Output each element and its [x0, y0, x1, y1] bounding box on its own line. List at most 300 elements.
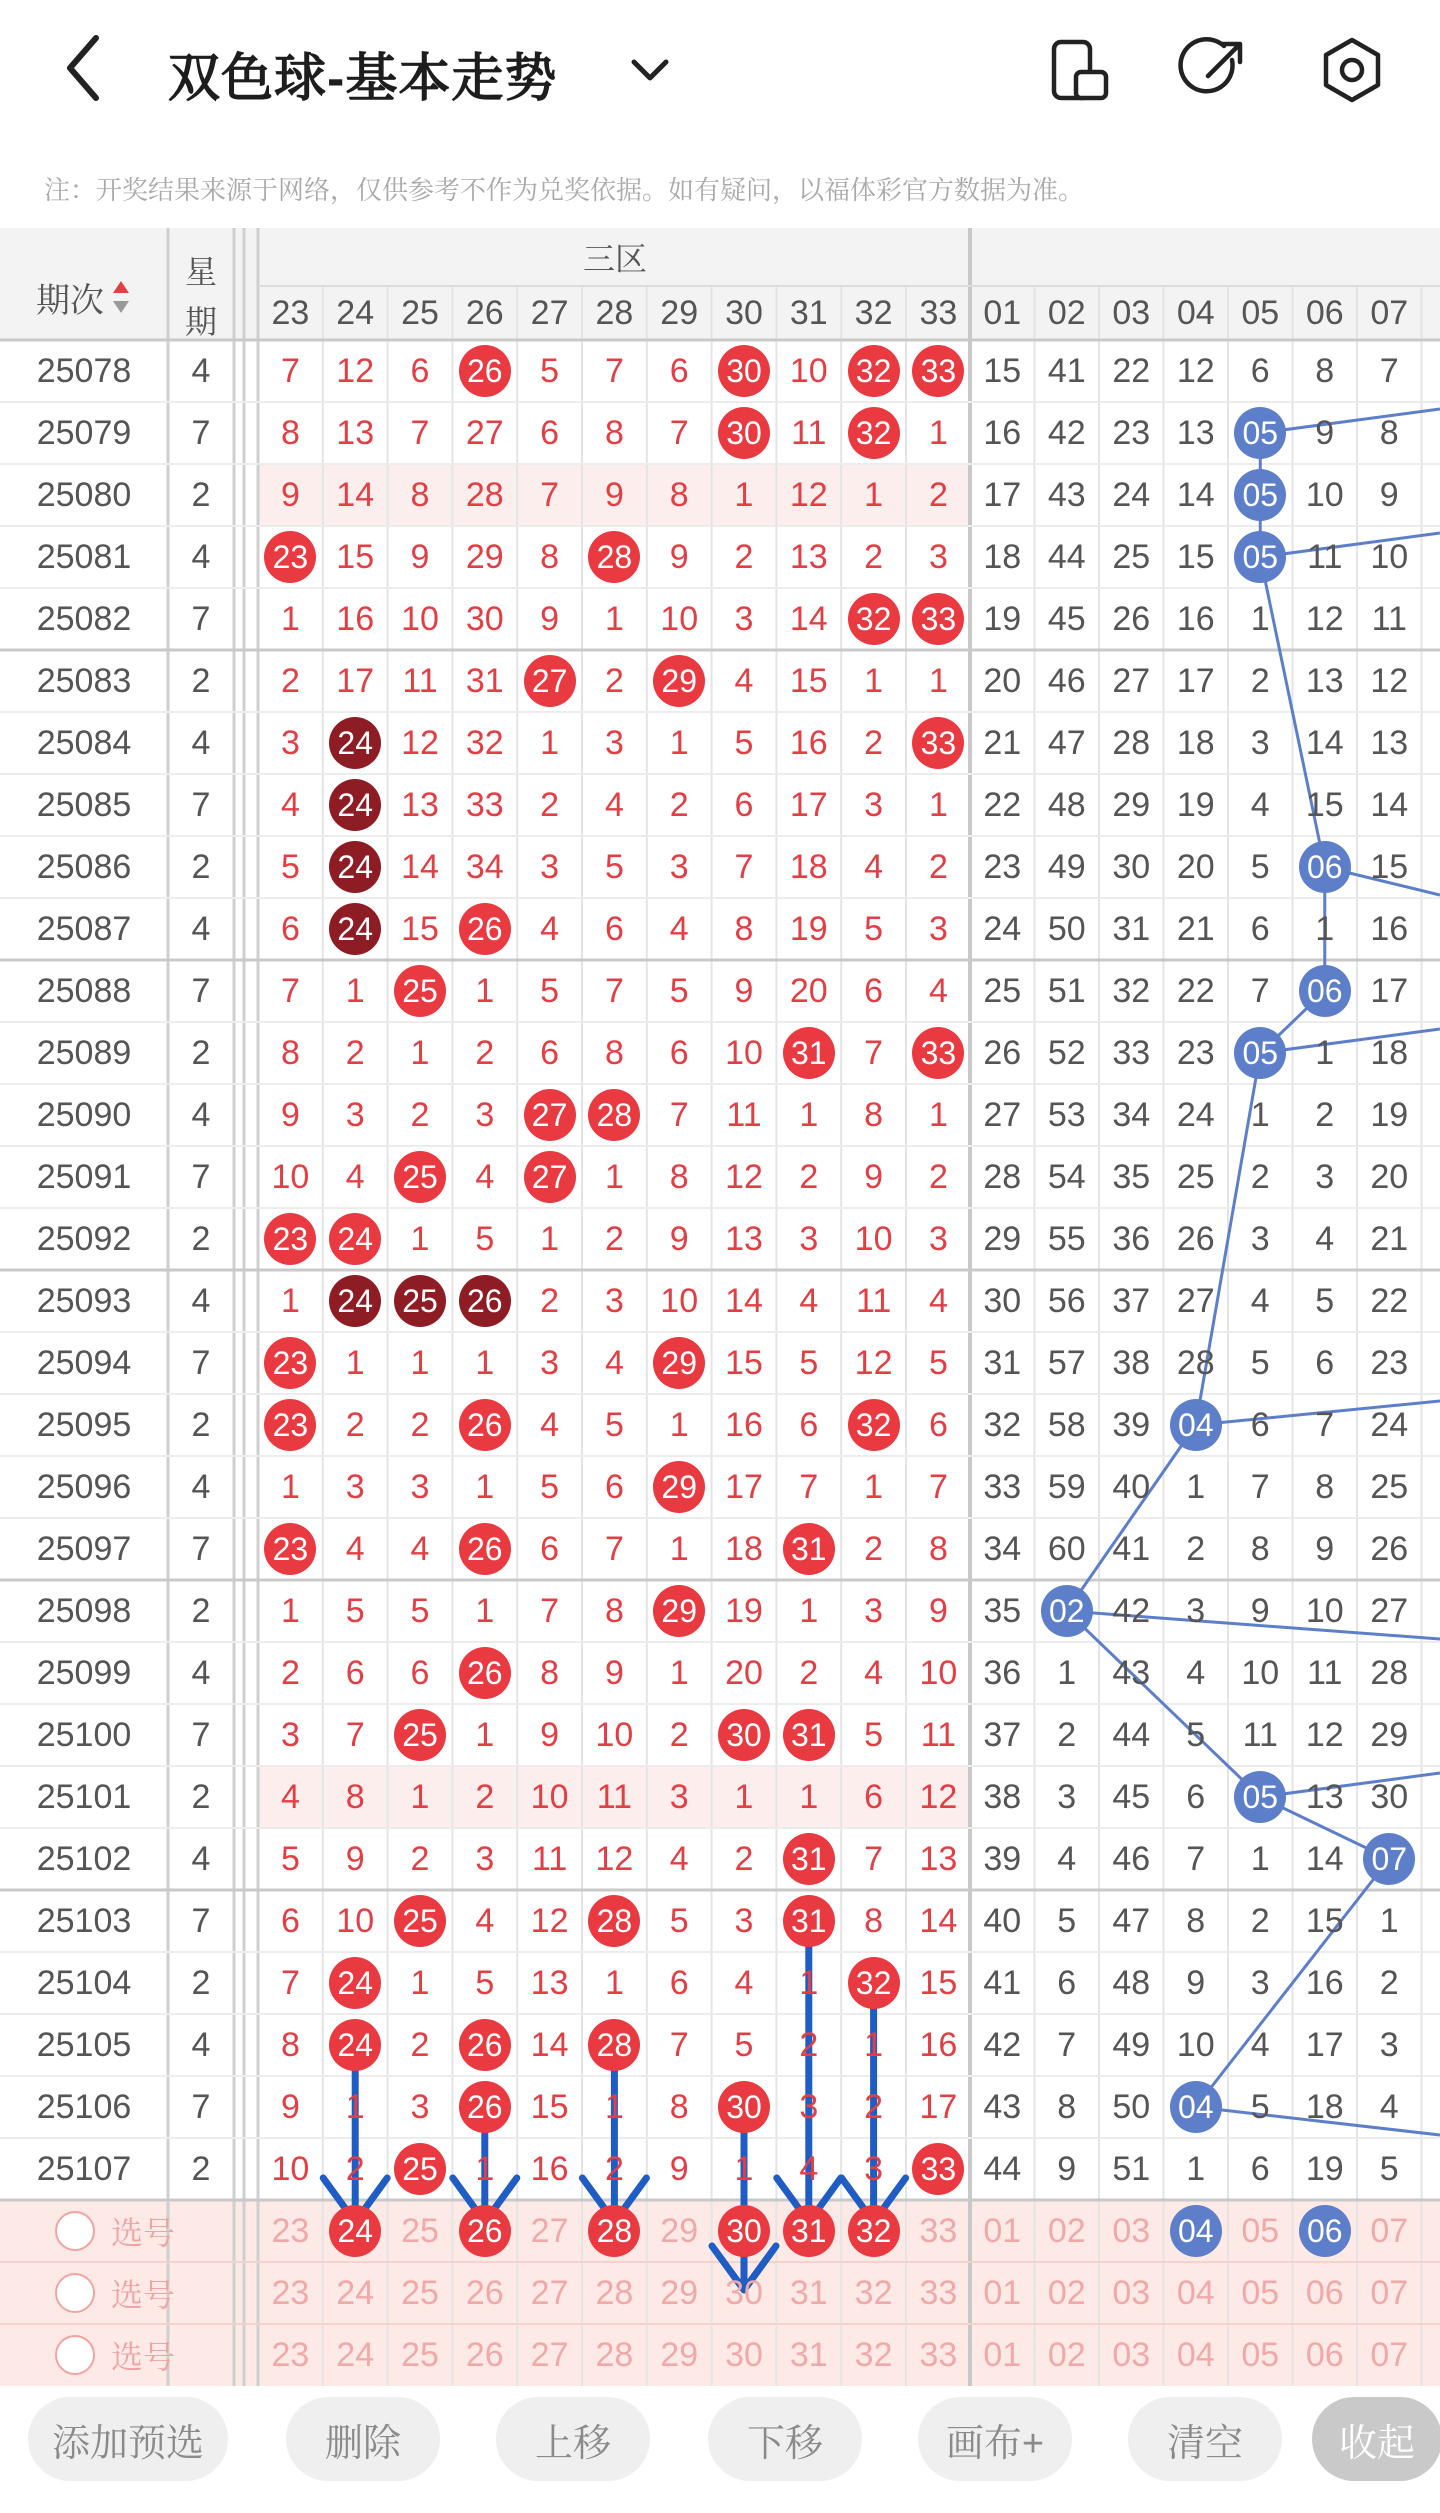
miss-count: 2	[799, 2025, 819, 2064]
blue-ball: 05	[1234, 1027, 1286, 1079]
page-title[interactable]: 双色球-基本走势	[168, 50, 558, 108]
blue-pick-number[interactable]: 06	[1305, 2273, 1344, 2312]
blue-pick-number[interactable]: 02	[1047, 2335, 1086, 2374]
miss-count: 9	[669, 2149, 689, 2188]
miss-count: 1	[799, 1963, 819, 2002]
miss-count: 14	[1305, 723, 1344, 762]
miss-count: 7	[669, 413, 689, 452]
miss-count: 4	[410, 1529, 430, 1568]
miss-count: 5	[1250, 847, 1270, 886]
miss-count: 25	[1112, 537, 1151, 576]
miss-count: 5	[540, 351, 560, 390]
miss-count: 5	[1057, 1901, 1077, 1940]
miss-count: 27	[1176, 1281, 1215, 1320]
miss-count: 36	[1112, 1219, 1151, 1258]
miss-count: 19	[983, 599, 1022, 638]
red-pick-number[interactable]: 33	[919, 2211, 958, 2250]
miss-count: 4	[928, 1281, 948, 1320]
weekday-cell: 2	[191, 475, 211, 514]
miss-count: 4	[799, 1281, 819, 1320]
miss-count: 7	[1250, 971, 1270, 1010]
miss-count: 1	[604, 2087, 624, 2126]
miss-count: 10	[401, 599, 439, 638]
miss-count: 4	[540, 1405, 560, 1444]
miss-count: 10	[660, 1281, 699, 1320]
red-ball: 24	[329, 841, 381, 893]
blue-pick-number[interactable]: 04	[1176, 2335, 1215, 2374]
miss-count: 8	[280, 1033, 300, 1072]
miss-count: 1	[669, 1653, 689, 1692]
blue-pick-number[interactable]: 03	[1112, 2211, 1151, 2250]
miss-count: 8	[1057, 2087, 1077, 2126]
title-dropdown-button[interactable]	[620, 40, 680, 100]
red-ball: 28	[588, 1895, 640, 1947]
red-pick-number[interactable]: 24	[336, 2273, 375, 2312]
period-cell: 25083	[36, 661, 132, 700]
red-pick-number[interactable]: 27	[530, 2211, 569, 2250]
period-cell: 25100	[36, 1715, 132, 1754]
miss-count: 45	[1047, 599, 1086, 638]
chevron-down-icon	[620, 40, 680, 100]
weekday-cell: 2	[191, 1219, 211, 1258]
red-pick-number[interactable]: 25	[401, 2211, 439, 2250]
miss-count: 20	[725, 1653, 763, 1692]
weekday-cell: 7	[191, 413, 211, 452]
red-pick-number[interactable]: 27	[530, 2335, 569, 2374]
settings-button[interactable]	[1312, 30, 1392, 110]
canvas-plus-button[interactable]: 画布+	[918, 2397, 1072, 2481]
miss-count: 7	[540, 475, 560, 514]
miss-count: 16	[530, 2149, 569, 2188]
red-col-header: 29	[660, 293, 699, 332]
miss-count: 43	[1047, 475, 1086, 514]
trend-table[interactable]	[0, 228, 1440, 2388]
miss-count: 1	[928, 1095, 948, 1134]
red-ball: 23	[264, 1399, 316, 1451]
red-ball: 31	[783, 1709, 835, 1761]
red-pick-number[interactable]: 23	[271, 2335, 310, 2374]
miss-count: 3	[540, 847, 560, 886]
red-pick-number[interactable]: 33	[919, 2273, 958, 2312]
red-pick-ball[interactable]: 30	[718, 2205, 770, 2257]
red-ball: 26	[459, 903, 511, 955]
red-ball: 32	[848, 1399, 900, 1451]
miss-count: 38	[983, 1777, 1022, 1816]
miss-count: 1	[345, 971, 365, 1010]
red-ball: 27	[524, 655, 576, 707]
red-ball: 27	[524, 1151, 576, 1203]
miss-count: 31	[983, 1343, 1022, 1382]
blue-pick-number[interactable]: 05	[1241, 2335, 1280, 2374]
weekday-cell: 7	[191, 1901, 211, 1940]
blue-pick-number[interactable]: 05	[1241, 2211, 1280, 2250]
blue-col-header: 02	[1047, 293, 1086, 332]
miss-count: 3	[734, 1901, 754, 1940]
red-pick-number[interactable]: 26	[465, 2335, 504, 2374]
miss-count: 11	[855, 1281, 892, 1320]
miss-count: 5	[864, 909, 884, 948]
miss-count: 3	[799, 2087, 819, 2126]
miss-count: 11	[1307, 1653, 1343, 1692]
weekday-cell: 2	[191, 847, 211, 886]
miss-count: 9	[1186, 1963, 1206, 2002]
miss-count: 2	[540, 1281, 560, 1320]
miss-count: 1	[799, 1095, 819, 1134]
miss-count: 11	[726, 1095, 762, 1134]
miss-count: 1	[1315, 1033, 1335, 1072]
red-ball: 27	[524, 1089, 576, 1141]
period-cell: 25085	[36, 785, 132, 824]
miss-count: 4	[1250, 785, 1270, 824]
radio-circle-icon	[55, 2211, 95, 2251]
miss-count: 43	[1112, 1653, 1151, 1692]
miss-count: 22	[1370, 1281, 1409, 1320]
move-down-button[interactable]: 下移	[708, 2397, 862, 2481]
red-ball: 28	[588, 1089, 640, 1141]
blue-ball: 04	[1170, 2081, 1222, 2133]
period-cell: 25104	[36, 1963, 132, 2002]
miss-count: 3	[345, 1095, 365, 1134]
period-cell: 25092	[36, 1219, 132, 1258]
weekday-cell: 2	[191, 1777, 211, 1816]
red-ball: 25	[394, 965, 446, 1017]
miss-count: 6	[410, 351, 430, 390]
miss-count: 5	[540, 971, 560, 1010]
red-col-header: 30	[725, 293, 763, 332]
period-header[interactable]: 期次	[0, 228, 168, 366]
miss-count: 8	[734, 909, 754, 948]
blue-pick-number[interactable]: 01	[983, 2273, 1022, 2312]
back-button[interactable]	[50, 28, 120, 108]
blue-pick-number[interactable]: 06	[1305, 2335, 1344, 2374]
blue-pick-ball[interactable]: 04	[1170, 2205, 1222, 2257]
red-pick-ball[interactable]: 26	[459, 2205, 511, 2257]
period-cell: 25105	[36, 2025, 132, 2064]
move-up-button[interactable]: 上移	[496, 2397, 650, 2481]
miss-count: 9	[928, 1591, 948, 1630]
miss-count: 28	[1112, 723, 1151, 762]
weekday-cell: 2	[191, 2149, 211, 2188]
miss-count: 12	[919, 1777, 958, 1816]
blue-pick-number[interactable]: 02	[1047, 2273, 1086, 2312]
share-button[interactable]	[1174, 30, 1254, 110]
miss-count: 14	[1176, 475, 1215, 514]
period-cell: 25089	[36, 1033, 132, 1072]
miss-count: 17	[1370, 971, 1409, 1010]
add-preselect-button[interactable]: 添加预选	[28, 2397, 228, 2481]
miss-count: 20	[1176, 847, 1215, 886]
blue-pick-number[interactable]: 03	[1112, 2335, 1151, 2374]
miss-count: 2	[864, 723, 884, 762]
blue-pick-number[interactable]: 07	[1370, 2273, 1409, 2312]
miss-count: 6	[540, 1529, 560, 1568]
miss-count: 4	[475, 1157, 495, 1196]
weekday-cell: 2	[191, 661, 211, 700]
miss-count: 16	[1176, 599, 1215, 638]
miss-count: 4	[345, 1529, 365, 1568]
blue-pick-number[interactable]: 07	[1370, 2211, 1409, 2250]
red-pick-number[interactable]: 31	[789, 2335, 828, 2374]
miss-count: 8	[1315, 1467, 1335, 1506]
select-row-toggle[interactable]	[55, 2265, 205, 2321]
miss-count: 12	[854, 1343, 893, 1382]
red-pick-ball[interactable]: 28	[588, 2205, 640, 2257]
miss-count: 4	[734, 1963, 754, 2002]
miss-count: 9	[734, 971, 754, 1010]
miss-count: 19	[1370, 1095, 1409, 1134]
miss-count: 7	[540, 1591, 560, 1630]
red-pick-number[interactable]: 29	[660, 2211, 699, 2250]
blue-pick-number[interactable]: 01	[983, 2211, 1022, 2250]
blue-pick-number[interactable]: 04	[1176, 2273, 1215, 2312]
miss-count: 46	[1112, 1839, 1151, 1878]
miss-count: 15	[725, 1343, 763, 1382]
red-pick-number[interactable]: 29	[660, 2335, 699, 2374]
miss-count: 40	[1112, 1467, 1151, 1506]
miss-count: 24	[1112, 475, 1151, 514]
miss-count: 3	[734, 599, 754, 638]
red-col-header: 33	[919, 293, 958, 332]
red-pick-number[interactable]: 30	[725, 2273, 763, 2312]
delete-button[interactable]: 删除	[286, 2397, 440, 2481]
miss-count: 22	[1176, 971, 1215, 1010]
red-pick-ball[interactable]: 32	[848, 2205, 900, 2257]
miss-count: 3	[1057, 1777, 1077, 1816]
red-ball: 30	[718, 407, 770, 459]
red-pick-number[interactable]: 24	[336, 2335, 375, 2374]
miss-count: 20	[1370, 1157, 1409, 1196]
miss-count: 6	[734, 785, 754, 824]
miss-count: 36	[983, 1653, 1022, 1692]
miss-count: 11	[596, 1777, 633, 1816]
miss-count: 8	[410, 475, 430, 514]
miss-count: 21	[983, 723, 1022, 762]
red-pick-number[interactable]: 27	[530, 2273, 569, 2312]
miss-count: 26	[1176, 1219, 1215, 1258]
miss-count: 24	[1370, 1405, 1409, 1444]
miss-count: 46	[1047, 661, 1086, 700]
red-col-header: 31	[789, 293, 828, 332]
miss-count: 7	[604, 971, 624, 1010]
miss-count: 11	[531, 1839, 568, 1878]
miss-count: 38	[1112, 1343, 1151, 1382]
miss-count: 27	[1112, 661, 1151, 700]
miss-count: 18	[983, 537, 1022, 576]
miss-count: 8	[864, 1095, 884, 1134]
red-ball: 25	[394, 1709, 446, 1761]
miss-count: 44	[1047, 537, 1086, 576]
miss-count: 2	[475, 1777, 495, 1816]
miss-count: 35	[1112, 1157, 1151, 1196]
miss-count: 47	[1047, 723, 1086, 762]
miss-count: 1	[1250, 1095, 1270, 1134]
weekday-cell: 4	[191, 1653, 211, 1692]
miss-count: 19	[789, 909, 828, 948]
red-pick-ball[interactable]: 24	[329, 2205, 381, 2257]
miss-count: 5	[928, 1343, 948, 1382]
weekday-cell: 2	[191, 1405, 211, 1444]
miss-count: 13	[530, 1963, 569, 2002]
miss-count: 4	[280, 785, 300, 824]
miss-count: 10	[530, 1777, 569, 1816]
red-pick-number[interactable]: 30	[725, 2335, 763, 2374]
weekday-cell: 4	[191, 537, 211, 576]
miss-count: 42	[983, 2025, 1022, 2064]
miss-count: 16	[789, 723, 828, 762]
miss-count: 11	[1371, 599, 1407, 638]
miss-count: 5	[410, 1591, 430, 1630]
miss-count: 9	[864, 1157, 884, 1196]
miss-count: 7	[799, 1467, 819, 1506]
miss-count: 26	[1112, 599, 1151, 638]
miss-count: 31	[465, 661, 504, 700]
miss-count: 12	[1370, 661, 1409, 700]
miss-count: 5	[864, 1715, 884, 1754]
miss-count: 9	[604, 475, 624, 514]
miss-count: 3	[604, 723, 624, 762]
select-row-toggle[interactable]	[55, 2327, 205, 2383]
miss-count: 39	[1112, 1405, 1151, 1444]
miss-count: 34	[983, 1529, 1022, 1568]
red-ball: 33	[912, 2143, 964, 2195]
miss-count: 3	[864, 2149, 884, 2188]
blue-pick-number[interactable]: 02	[1047, 2211, 1086, 2250]
miss-count: 8	[280, 413, 300, 452]
miss-count: 3	[669, 847, 689, 886]
miss-count: 1	[734, 475, 754, 514]
miss-count: 2	[604, 661, 624, 700]
miss-count: 28	[1370, 1653, 1409, 1692]
miss-count: 13	[919, 1839, 958, 1878]
settings-icon	[1312, 30, 1392, 110]
red-pick-number[interactable]: 28	[595, 2273, 634, 2312]
miss-count: 9	[280, 475, 300, 514]
red-pick-number[interactable]: 33	[919, 2335, 958, 2374]
red-pick-number[interactable]: 26	[465, 2273, 504, 2312]
blue-ball: 05	[1234, 531, 1286, 583]
red-pick-number[interactable]: 25	[401, 2273, 439, 2312]
miss-count: 28	[1176, 1343, 1215, 1382]
red-pick-ball[interactable]: 31	[783, 2205, 835, 2257]
blue-pick-number[interactable]: 07	[1370, 2335, 1409, 2374]
miss-count: 6	[280, 1901, 300, 1940]
miss-count: 7	[280, 351, 300, 390]
miss-count: 41	[1047, 351, 1086, 390]
miss-count: 1	[280, 1591, 300, 1630]
miss-count: 42	[1047, 413, 1086, 452]
red-pick-number[interactable]: 32	[854, 2273, 893, 2312]
red-ball: 25	[394, 1895, 446, 1947]
miss-count: 10	[789, 351, 828, 390]
red-ball: 24	[329, 1213, 381, 1265]
disclaimer-note: 注：开奖结果来源于网络，仅供参考不作为兑奖依据。如有疑问，以福体彩官方数据为准。	[44, 175, 1085, 205]
miss-count: 29	[983, 1219, 1022, 1258]
weekday-cell: 7	[191, 599, 211, 638]
clear-button[interactable]: 清空	[1128, 2397, 1282, 2481]
blue-pick-number[interactable]: 03	[1112, 2273, 1151, 2312]
miss-count: 2	[799, 1653, 819, 1692]
blue-pick-ball[interactable]: 06	[1299, 2205, 1351, 2257]
red-pick-number[interactable]: 29	[660, 2273, 699, 2312]
miss-count: 4	[1250, 2025, 1270, 2064]
miss-count: 18	[789, 847, 828, 886]
red-pick-number[interactable]: 25	[401, 2335, 439, 2374]
red-ball: 28	[588, 531, 640, 583]
miss-count: 9	[540, 599, 560, 638]
red-pick-number[interactable]: 23	[271, 2273, 310, 2312]
miss-count: 17	[1176, 661, 1215, 700]
red-ball: 30	[718, 345, 770, 397]
miss-count: 7	[604, 1529, 624, 1568]
collapse-button[interactable]: 收起	[1312, 2397, 1440, 2481]
miss-count: 23	[1370, 1343, 1409, 1382]
miss-count: 22	[983, 785, 1022, 824]
red-ball: 23	[264, 1337, 316, 1389]
miss-count: 1	[475, 2149, 495, 2188]
blue-pick-number[interactable]: 05	[1241, 2273, 1280, 2312]
blue-col-header: 06	[1305, 293, 1344, 332]
miss-count: 1	[280, 1467, 300, 1506]
miss-count: 1	[1057, 1653, 1077, 1692]
miss-count: 7	[864, 1839, 884, 1878]
miss-count: 5	[1186, 1715, 1206, 1754]
miss-count: 30	[465, 599, 504, 638]
red-pick-number[interactable]: 28	[595, 2335, 634, 2374]
miss-count: 3	[280, 723, 300, 762]
blue-ball: 06	[1299, 965, 1351, 1017]
miss-count: 1	[799, 1591, 819, 1630]
miss-count: 1	[864, 1467, 884, 1506]
miss-count: 6	[1057, 1963, 1077, 2002]
miss-count: 18	[725, 1529, 763, 1568]
miss-count: 28	[465, 475, 504, 514]
blue-ball: 05	[1234, 1771, 1286, 1823]
miss-count: 1	[864, 661, 884, 700]
red-pick-number[interactable]: 31	[789, 2273, 828, 2312]
miss-count: 8	[669, 475, 689, 514]
red-pick-number[interactable]: 23	[271, 2211, 310, 2250]
miss-count: 12	[1305, 599, 1344, 638]
miss-count: 3	[928, 1219, 948, 1258]
miss-count: 1	[799, 1777, 819, 1816]
red-ball: 28	[588, 2019, 640, 2071]
miss-count: 6	[928, 1405, 948, 1444]
rotate-screen-button[interactable]	[1040, 30, 1120, 110]
period-cell: 25095	[36, 1405, 132, 1444]
miss-count: 6	[1250, 1405, 1270, 1444]
red-pick-number[interactable]: 32	[854, 2335, 893, 2374]
miss-count: 4	[540, 909, 560, 948]
miss-count: 2	[410, 1839, 430, 1878]
miss-count: 10	[1241, 1653, 1280, 1692]
miss-count: 1	[1250, 1839, 1270, 1878]
miss-count: 13	[789, 537, 828, 576]
miss-count: 33	[983, 1467, 1022, 1506]
select-row-toggle[interactable]	[55, 2203, 205, 2259]
period-cell: 25093	[36, 1281, 132, 1320]
miss-count: 14	[789, 599, 828, 638]
period-cell: 25091	[36, 1157, 132, 1196]
miss-count: 16	[1305, 1963, 1344, 2002]
miss-count: 4	[604, 1343, 624, 1382]
miss-count: 4	[280, 1777, 300, 1816]
miss-count: 14	[725, 1281, 763, 1320]
miss-count: 4	[1057, 1839, 1077, 1878]
blue-pick-number[interactable]: 01	[983, 2335, 1022, 2374]
miss-count: 7	[345, 1715, 365, 1754]
miss-count: 5	[1315, 1281, 1335, 1320]
miss-count: 10	[919, 1653, 958, 1692]
